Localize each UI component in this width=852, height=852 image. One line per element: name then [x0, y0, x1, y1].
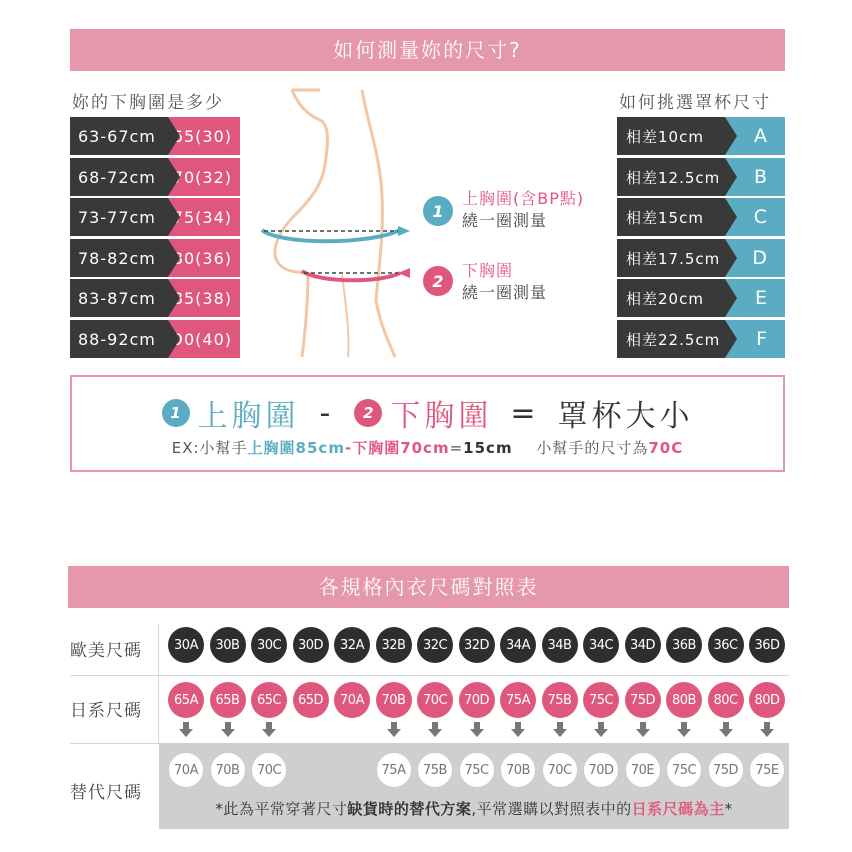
cup-letter: D — [725, 239, 785, 277]
cup-row — [617, 158, 785, 196]
step1-badge: 1 — [423, 196, 453, 226]
underbust-row — [70, 279, 240, 317]
step2-desc: 繞一圈測量 — [462, 283, 548, 302]
down-arrow-icon — [594, 722, 608, 738]
cup-letter: E — [725, 279, 785, 317]
eu-size-circle: 34C — [583, 627, 619, 663]
table-title: 各規格內衣尺碼對照表 — [318, 575, 539, 599]
band-size: 75(34) — [168, 198, 240, 236]
step1-title: 上胸圍(含BP點) — [462, 189, 585, 208]
left-subtitle: 妳的下胸圍是多少 — [72, 93, 224, 113]
cup-letter: F — [725, 320, 785, 358]
step2-title: 下胸圍 — [462, 261, 514, 280]
eu-size-circle: 32A — [334, 627, 370, 663]
jp-size-circle: 80B — [666, 682, 702, 718]
jp-size-circle: 75C — [583, 682, 619, 718]
down-arrow-icon — [636, 722, 650, 738]
down-arrow-icon — [677, 722, 691, 738]
down-arrow-icon — [719, 722, 733, 738]
alt-size-circle: 75D — [708, 752, 744, 788]
jp-size-circle: 75A — [500, 682, 536, 718]
underbust-row — [70, 320, 240, 358]
vertical-divider — [158, 624, 159, 744]
eu-size-circle: 34D — [625, 627, 661, 663]
down-arrow-icon — [387, 722, 401, 738]
header-title: 如何測量妳的尺寸? — [333, 38, 522, 62]
cup-row — [617, 239, 785, 277]
down-arrow-icon — [760, 722, 774, 738]
formula-lower: 下胸圍 — [390, 399, 493, 434]
cup-letter: C — [725, 198, 785, 236]
header-banner — [70, 29, 785, 71]
cup-row — [617, 198, 785, 236]
jp-size-circle: 65C — [251, 682, 287, 718]
underbust-cm: 88-92cm — [70, 320, 168, 358]
alt-label: 替代尺碼 — [70, 783, 142, 803]
band-size: 65(30) — [168, 117, 240, 155]
formula-result: 罩杯大小 — [557, 399, 694, 434]
step2-badge: 2 — [423, 266, 453, 296]
underbust-cm: 73-77cm — [70, 198, 168, 236]
eu-size-circle: 36C — [708, 627, 744, 663]
jp-size-circle: 70C — [417, 682, 453, 718]
down-arrow-icon — [428, 722, 442, 738]
eu-label: 歐美尺碼 — [70, 641, 142, 661]
underbust-row — [70, 239, 240, 277]
cup-diff: 相差22.5cm — [617, 320, 725, 358]
alt-size-circle: 70A — [168, 752, 204, 788]
jp-size-circle: 80C — [708, 682, 744, 718]
formula-minus: - — [319, 395, 335, 431]
band-size: 85(38) — [168, 279, 240, 317]
cup-letter: B — [725, 158, 785, 196]
down-arrow-icon — [179, 722, 193, 738]
divider — [70, 675, 789, 676]
alt-note: *此為平常穿著尺寸缺貨時的替代方案,平常選購以對照表中的日系尺碼為主* — [215, 800, 733, 818]
cup-diff: 相差17.5cm — [617, 239, 725, 277]
formula-step2-icon: 2 — [354, 399, 382, 427]
alt-size-circle: 70B — [210, 752, 246, 788]
right-subtitle: 如何挑選罩杯尺寸 — [619, 93, 771, 113]
band-size: 80(36) — [168, 239, 240, 277]
formula-example: EX:小幫手上胸圍85cm-下胸圍70cm=15cm 小幫手的尺寸為70C — [171, 439, 684, 457]
cup-diff: 相差15cm — [617, 198, 725, 236]
alt-size-circle: 70E — [625, 752, 661, 788]
jp-size-circle: 75D — [625, 682, 661, 718]
alt-size-circle: 75C — [459, 752, 495, 788]
jp-size-circle: 70B — [376, 682, 412, 718]
cup-letter: A — [725, 117, 785, 155]
jp-size-circle: 65D — [293, 682, 329, 718]
eu-size-circle: 36D — [749, 627, 785, 663]
underbust-cm: 78-82cm — [70, 239, 168, 277]
down-arrow-icon — [511, 722, 525, 738]
divider — [70, 743, 159, 744]
jp-size-circle: 75B — [542, 682, 578, 718]
cup-diff: 相差20cm — [617, 279, 725, 317]
eu-size-circle: 32B — [376, 627, 412, 663]
band-size: 70(32) — [168, 158, 240, 196]
underbust-row — [70, 158, 240, 196]
formula-equals: = — [510, 395, 540, 431]
alt-size-circle: 70C — [542, 752, 578, 788]
underbust-cm: 63-67cm — [70, 117, 168, 155]
underbust-row — [70, 117, 240, 155]
jp-size-circle: 65A — [168, 682, 204, 718]
cup-diff: 相差12.5cm — [617, 158, 725, 196]
eu-size-circle: 30C — [251, 627, 287, 663]
formula-upper: 上胸圍 — [197, 399, 300, 434]
eu-size-circle: 34B — [542, 627, 578, 663]
down-arrow-icon — [470, 722, 484, 738]
eu-size-circle: 30B — [210, 627, 246, 663]
cup-row — [617, 279, 785, 317]
eu-size-circle: 32C — [417, 627, 453, 663]
cup-row — [617, 320, 785, 358]
band-size: 90(40) — [168, 320, 240, 358]
eu-size-circle: 34A — [500, 627, 536, 663]
down-arrow-icon — [221, 722, 235, 738]
alt-size-circle: 75B — [417, 752, 453, 788]
jp-size-circle: 70A — [334, 682, 370, 718]
alt-size-circle: 75C — [666, 752, 702, 788]
formula-box — [70, 375, 785, 472]
table-banner — [68, 566, 789, 608]
eu-size-circle: 36B — [666, 627, 702, 663]
formula-step1-icon: 1 — [162, 399, 190, 427]
alt-size-circle: 70C — [251, 752, 287, 788]
jp-size-circle: 65B — [210, 682, 246, 718]
underbust-cm: 83-87cm — [70, 279, 168, 317]
underbust-row — [70, 198, 240, 236]
alt-size-circle: 75E — [749, 752, 785, 788]
eu-size-circle: 32D — [459, 627, 495, 663]
cup-diff: 相差10cm — [617, 117, 725, 155]
jp-size-circle: 70D — [459, 682, 495, 718]
alt-size-circle: 75A — [376, 752, 412, 788]
down-arrow-icon — [262, 722, 276, 738]
alt-size-circle: 70D — [583, 752, 619, 788]
underbust-cm: 68-72cm — [70, 158, 168, 196]
body-outline-illustration — [250, 85, 430, 365]
jp-size-circle: 80D — [749, 682, 785, 718]
formula-line — [72, 391, 783, 435]
step1-desc: 繞一圈測量 — [462, 211, 548, 230]
eu-size-circle: 30D — [293, 627, 329, 663]
cup-row — [617, 117, 785, 155]
eu-size-circle: 30A — [168, 627, 204, 663]
alt-size-circle: 70B — [500, 752, 536, 788]
jp-label: 日系尺碼 — [70, 701, 142, 721]
down-arrow-icon — [553, 722, 567, 738]
